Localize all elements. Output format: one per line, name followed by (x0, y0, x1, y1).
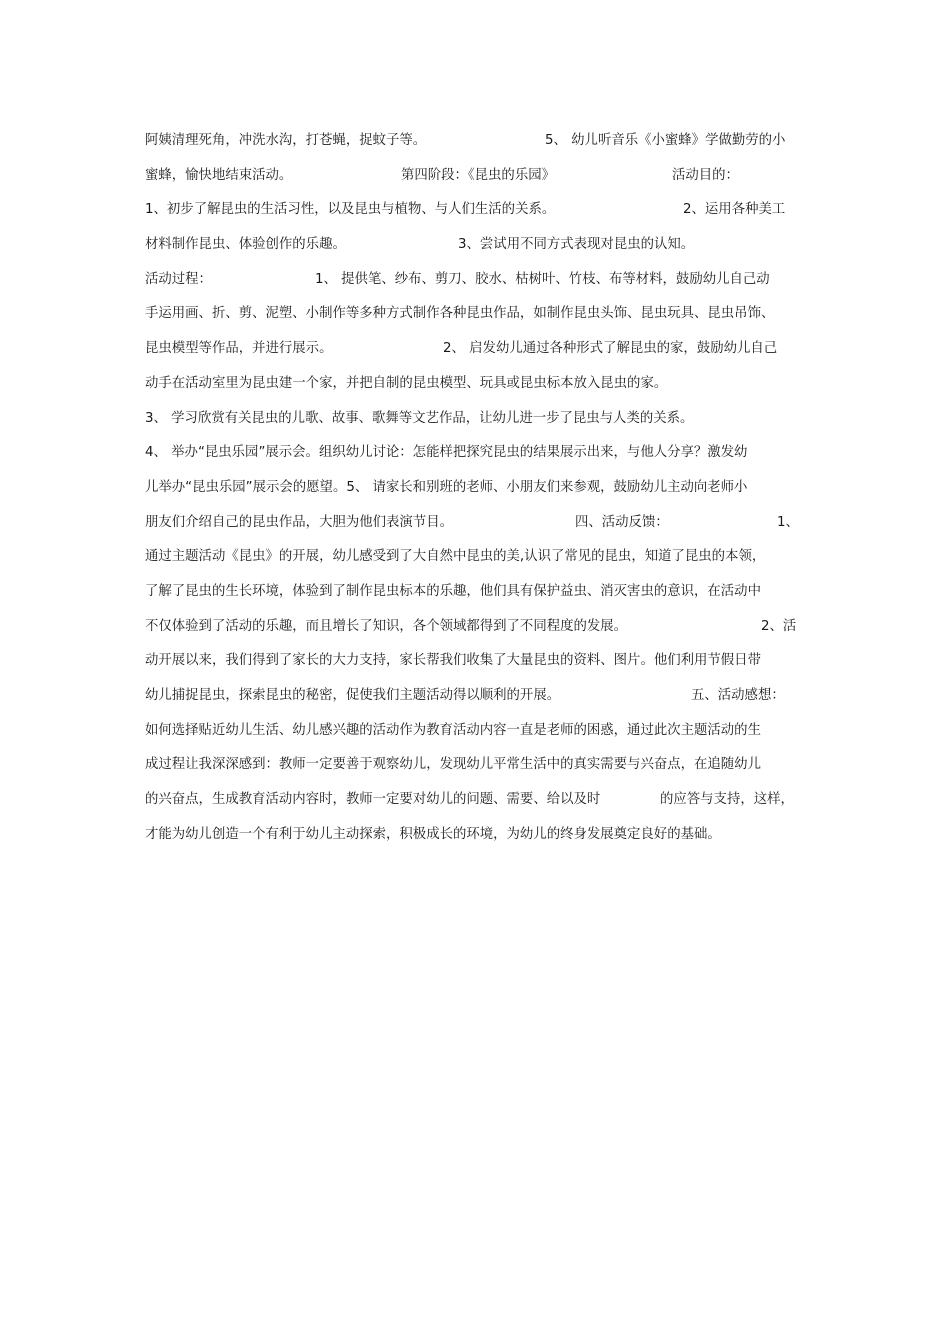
text-line (145, 506, 821, 541)
text-segment: 1、 (777, 514, 799, 530)
text-segment: 3、尝试用不同方式表现对昆虫的认知。 (458, 237, 695, 253)
text-segment: 手运用画、折、剪、泥塑、小制作等多种方式制作各种昆虫作品，如制作昆虫头饰、昆虫玩具、昆虫吊饰、 (145, 306, 775, 322)
text-segment: 四、活动反馈： (575, 514, 669, 530)
text-segment: 2、运用各种美工 (683, 202, 786, 218)
text-line (145, 124, 821, 159)
text-segment: 如何选择贴近幼儿生活、幼儿感兴趣的活动作为教育活动内容一直是老师的困惑，通过此次主题活动的生 (145, 722, 761, 738)
text-line (145, 436, 821, 471)
text-line (145, 818, 821, 853)
text-segment: 1、初步了解昆虫的生活习性，以及昆虫与植物、与人们生活的关系。 (145, 202, 556, 218)
text-segment: 的应答与支持，这样， (660, 792, 794, 808)
text-segment: 不仅体验到了活动的乐趣，而且增长了知识，各个领域都得到了不同程度的发展。 (145, 618, 628, 634)
text-segment: 活动目的： (672, 167, 739, 183)
text-line (145, 783, 821, 818)
text-segment: 3、 学习欣赏有关昆虫的儿歌、故事、歌舞等文艺作品，让幼儿进一步了昆虫与人类的关系。 (145, 410, 694, 426)
text-segment: 4、 举办“昆虫乐园”展示会。组织幼儿讨论：怎能样把探究昆虫的结果展示出来，与他人分享？激发幼 (145, 445, 748, 461)
body-text (145, 124, 821, 852)
text-line (145, 332, 821, 367)
text-line (145, 471, 821, 506)
text-line (145, 402, 821, 437)
text-segment: 通过主题活动《昆虫》的开展，幼儿感受到了大自然中昆虫的美,认识了常见的昆虫，知道了昆虫的本领， (145, 549, 766, 565)
text-line (145, 575, 821, 610)
text-line (145, 159, 821, 194)
text-segment: 2、活 (761, 618, 797, 634)
text-segment: 成过程让我深深感到：教师一定要善于观察幼儿，发现幼儿平常生活中的真实需要与兴奋点，在追随幼儿 (145, 757, 761, 773)
text-segment: 动开展以来，我们得到了家长的大力支持，家长帮我们收集了大量昆虫的资料、图片。他们利用节假日带 (145, 653, 761, 669)
text-segment: 动手在活动室里为昆虫建一个家，并把自制的昆虫模型、玩具或昆虫标本放入昆虫的家。 (145, 375, 668, 391)
text-line (145, 644, 821, 679)
text-line (145, 263, 821, 298)
text-segment: 材料制作昆虫、体验创作的乐趣。 (145, 237, 346, 253)
text-segment: 2、 启发幼儿通过各种形式了解昆虫的家，鼓励幼儿自己 (443, 341, 778, 357)
text-segment: 儿举办“昆虫乐园”展示会的愿望。5、 请家长和别班的老师、小朋友们来参观，鼓励幼儿主动向老师小 (145, 479, 748, 495)
text-line (145, 193, 821, 228)
text-line (145, 367, 821, 402)
text-line (145, 297, 821, 332)
text-segment: 昆虫模型等作品，并进行展示。 (145, 341, 333, 357)
text-line (145, 540, 821, 575)
text-line (145, 679, 821, 714)
text-line (145, 748, 821, 783)
text-line (145, 228, 821, 263)
text-segment: 活动过程： (145, 271, 212, 287)
text-line (145, 610, 821, 645)
text-segment: 5、 幼儿听音乐《小蜜蜂》学做勤劳的小 (545, 133, 786, 148)
text-segment: 1、 提供笔、纱布、剪刀、胶水、枯树叶、竹枝、布等材料，鼓励幼儿自己动 (315, 271, 770, 287)
text-segment: 的兴奋点，生成教育活动内容时，教师一定要对幼儿的问题、需要、给以及时 (145, 792, 601, 808)
text-line (145, 714, 821, 749)
text-segment: 蜜蜂，愉快地结束活动。 (145, 167, 293, 183)
text-segment: 第四阶段：《昆虫的乐园》 (401, 167, 555, 183)
text-segment: 才能为幼儿创造一个有利于幼儿主动探索，积极成长的环境，为幼儿的终身发展奠定良好的基础。 (145, 826, 721, 842)
text-segment: 朋友们介绍自己的昆虫作品，大胆为他们表演节目。 (145, 514, 453, 530)
text-segment: 阿姨清理死角，冲洗水沟，打苍蝇，捉蚊子等。 (145, 133, 427, 148)
text-segment: 了解了昆虫的生长环境，体验到了制作昆虫标本的乐趣，他们具有保护益虫、消灭害虫的意识，在活动中 (145, 583, 761, 599)
text-segment: 五、活动感想： (691, 688, 785, 703)
text-segment: 幼儿捕捉昆虫，探索昆虫的秘密，促使我们主题活动得以顺利的开展。 (145, 688, 561, 703)
